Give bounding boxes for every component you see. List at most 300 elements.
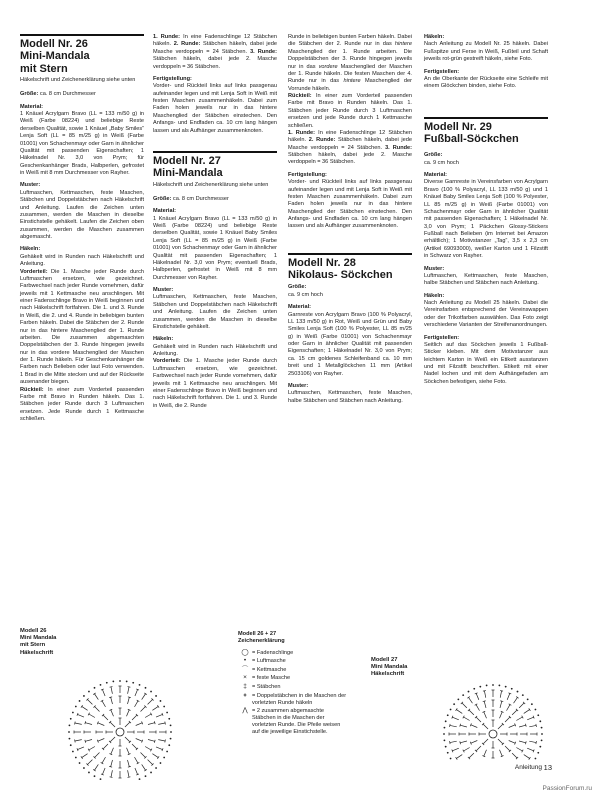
chart-stitch-mark: [145, 747, 151, 751]
chart-chain-dot: [445, 720, 447, 722]
chart-chain-dot: [468, 691, 470, 693]
chart-stitch-mark: [109, 697, 112, 698]
chart-stitch-mark: [111, 760, 113, 767]
chart-stitch-mark: [98, 723, 104, 726]
chart-chain-dot: [444, 727, 446, 729]
chart-stitch-mark: [529, 741, 536, 742]
chart-stitch-mark: [75, 723, 82, 724]
legend-text: = Fadenschlinge: [252, 649, 294, 656]
chart-stitch-mark: [519, 725, 526, 727]
chart-chain-dot: [160, 762, 162, 764]
chart-stitch-mark: [85, 723, 92, 725]
model-27-title: Modell Nr. 27 Mini-Mandala: [153, 154, 223, 180]
m29-haekeln-label: Häkeln:: [424, 292, 445, 299]
chart-chain-dot: [170, 731, 172, 733]
legend-subtitle: Zeichenerklärung: [238, 638, 285, 645]
column-1: [20, 34, 144, 423]
chart-chain-dot: [541, 733, 543, 735]
m29-groesse: Größe: ca. 9 cm hoch: [424, 152, 459, 166]
legend-item: [238, 693, 348, 707]
chart-chain-dot: [155, 695, 157, 697]
chart-stitch-mark: [95, 753, 100, 758]
chart-stitch-mark: [142, 694, 146, 700]
chart-stitch-mark: [509, 741, 515, 744]
m26-muster-label: Muster:: [20, 182, 41, 189]
chart-chain-dot: [150, 691, 152, 693]
m29-muster-label: Muster:: [424, 265, 445, 272]
chart-stitch-mark: [158, 723, 165, 724]
chart-stitch-mark: [128, 687, 131, 688]
chart-stitch-mark: [460, 741, 467, 743]
chart-stitch-mark: [102, 757, 106, 763]
m26-material-text: 1 Knäuel Acrylgarn Bravo (LL = 133 m/50 g) in Weiß (Farbe 08224) und beliebige Reste derselben Qualität, sowie 1 Knäuel „Baby Smiles“ Lenja Soft (LL = 85 m/25 g) in Weiß (Farbe 01001) von Schachenmayr oder Garn in ähnlicher Qualität mit passenden Eigenschaften; 1 Häkelnadel Nr. 3,0 von Prym; für Geschenkanhänger Brads, Halbperlen, gefrostet in Weiß mit 8 mm Durchmesser von Rayher.: [20, 111, 144, 177]
chart-chain-dot: [132, 682, 134, 684]
chart-stitch-mark: [102, 768, 105, 774]
m29-fert-label: Fertigstellen:: [424, 334, 460, 341]
chart-stitch-mark: [519, 741, 526, 743]
chart-stitch-mark: [505, 746, 510, 751]
chart-stitch-mark: [464, 748, 470, 752]
chart-chain-dot: [79, 700, 81, 702]
chart-stitch-mark: [536, 741, 537, 744]
legend-symbol-icon: ⋀: [242, 707, 248, 715]
legend-item: [238, 708, 348, 736]
legend-item: [238, 667, 348, 674]
chart-stitch-mark: [135, 690, 138, 696]
chart-chain-dot: [170, 738, 172, 740]
chart-stitch-mark: [469, 710, 474, 715]
chart-chain-dot: [511, 688, 513, 690]
chart-stitch-mark: [94, 694, 98, 700]
chart-stitch-mark: [460, 725, 467, 727]
chart-stitch-mark: [87, 699, 92, 704]
chart-stitch-mark: [519, 703, 524, 708]
chart-chain-dot: [163, 757, 165, 759]
chart-stitch-mark: [148, 760, 153, 765]
legend-text: = Stäbchen: [252, 684, 281, 691]
chart-stitch-mark: [500, 712, 503, 718]
model-26-header: [20, 34, 144, 84]
chart-stitch-mark: [500, 750, 503, 756]
chart-stitch-mark: [452, 717, 458, 720]
chart-legend: [238, 631, 348, 738]
m27-muster-label: Muster:: [153, 287, 174, 293]
chart-chain-dot: [527, 698, 529, 700]
chart-chain-dot: [119, 680, 121, 682]
chart-stitch-mark: [78, 714, 84, 717]
chart-stitch-mark: [136, 723, 142, 726]
chart-stitch-mark: [452, 748, 458, 751]
chart-stitch-mark: [484, 750, 487, 756]
chart-chain-dot: [100, 778, 102, 780]
m26-rueckteil: Rückteil: In einer zum Vorderteil passenden Farbe mit Bravo in Runden häkeln. Das 1. Stäbchen jeder Runde durch 3 Luftmaschen ersetzen. Jede Runde durch 1 Kettmasche schließen.: [20, 386, 144, 423]
chart-stitch-mark: [476, 705, 480, 711]
legend-symbol-icon: ⧧: [243, 691, 247, 699]
model-27-header: [153, 151, 277, 189]
chart-chain-dot: [539, 720, 541, 722]
legend-symbol-icon: ‡: [243, 683, 247, 691]
m28-haekeln-label: Häkeln:: [424, 34, 445, 40]
chart-stitch-mark: [500, 701, 503, 702]
chart-stitch-mark: [498, 724, 503, 729]
chart-chain-dot: [88, 691, 90, 693]
column-2: [153, 34, 277, 410]
model-29-header: [424, 117, 548, 146]
chart-stitch-mark: [128, 697, 131, 698]
chart-chain-dot: [145, 775, 147, 777]
chart-chain-dot: [163, 706, 165, 708]
chart-stitch-mark: [148, 740, 155, 742]
chart-chain-dot: [166, 751, 168, 753]
m27-vorderteil-cont: Runde in beliebigen bunten Farben häkeln. Dabei die Stäbchen der 2. Runde nur in das hintere Maschenglied der 1. Runde arbeiten. Die Doppelstäbchen der 3. Runde hingegen jeweils nur in das vordere Maschenglied der Maschen der 1. Runde häkeln. Die festen Maschen der 4. Runde nur in das hintere Maschenglied der Vorrunde häkeln.: [288, 34, 412, 92]
chart-stitch-mark: [135, 757, 139, 763]
chart-stitch-mark: [476, 746, 481, 751]
chart-chain-dot: [486, 685, 488, 687]
chart-stitch-mark: [509, 725, 515, 728]
chart-stitch-mark: [132, 715, 137, 720]
model-28-header: [288, 253, 412, 282]
chart-chain-dot: [168, 718, 170, 720]
chart-stitch-mark: [75, 722, 76, 725]
chart-stitch-mark: [128, 777, 131, 778]
chart-stitch-mark: [135, 768, 138, 774]
chart-stitch-mark: [110, 737, 115, 742]
m28-fert-text: An die Oberkante der Rückseite eine Schleife mit einem Glöckchen binden, siehe Foto.: [424, 75, 548, 90]
column-3: [288, 34, 412, 405]
chart-stitch-mark: [145, 714, 151, 718]
chart-chain-dot: [537, 714, 539, 716]
m29-muster-text: Luftmaschen, Kettmaschen, feste Maschen, halbe Stäbchen und Stäbchen nach Anleitung.: [424, 272, 548, 287]
chart-stitch-mark: [127, 710, 130, 716]
m26-vorderteil: Vorderteil: Die 1. Masche jeder Runde durch Luftmaschen ersetzen, wie gezeichnet. Farbwechsel nach jeder Runde vornehmen, dafür jeweils mit 1 Kettmasche neu anschlingen. Mit einer Fadenschlinge Bravo in Weiß beginnen und nach Häkelschrift fortfahren. Die 1. und 3. Runde in Weiß, die 2. und 4. Runde in beliebigen bunten Farben häkeln. Dabei die Stäbchen der 2. Runde nur in das hintere Maschenglied der 1. Runde arbeiten. Die zusammen abgemaschten Doppelstäbchen der 3. Runde hingegen jeweils nur in das vordere Maschenglied der Maschen der 1. Runde häkeln. Für Geschenkanhänger die Farben nach Belieben oder laut Foto verwenden. 1 Brad in die Mitte stecken und auf der Rückseite ausenander biegen.: [20, 268, 144, 386]
chart-stitch-mark: [98, 739, 104, 742]
chart-stitch-mark: [85, 721, 86, 724]
chart-chain-dot: [126, 681, 128, 683]
chart-stitch-mark: [469, 753, 474, 758]
m27-muster-text: Luftmaschen, Kettmaschen, feste Maschen, Stäbchen und Doppelstäbchen nach Häkelschrift und Anleitung. Laufen die Zeichen unten zusammen, werden die Maschen in dieselbe Einstichstelle gehäkelt.: [153, 294, 277, 330]
chart-stitch-mark: [85, 740, 92, 742]
chart-stitch-mark: [462, 703, 467, 708]
chart-stitch-mark: [514, 697, 518, 703]
chart-stitch-mark: [450, 741, 457, 742]
chart-chain-dot: [450, 758, 452, 760]
chart-stitch-mark: [450, 724, 451, 727]
m27-material-label: Material:: [153, 208, 177, 215]
chart-stitch-mark: [483, 724, 488, 729]
chart-chain-dot: [155, 767, 157, 769]
chart-stitch-mark: [125, 722, 130, 727]
chart-chain-dot: [168, 744, 170, 746]
chart-stitch-mark: [110, 687, 113, 688]
chart-stitch-mark: [471, 741, 477, 744]
chart-chain-dot: [94, 775, 96, 777]
chart-chain-dot: [69, 738, 71, 740]
chart-chain-dot: [145, 687, 147, 689]
chart-chain-dot: [112, 681, 114, 683]
chart-stitch-mark: [128, 697, 130, 704]
chart-stitch-mark: [484, 701, 486, 708]
chart-stitch-mark: [89, 747, 95, 751]
chart-chain-dot: [539, 746, 541, 748]
chart-stitch-mark: [507, 705, 511, 711]
chart-stitch-mark: [87, 760, 92, 765]
chart-stitch-mark: [527, 748, 533, 751]
legend-text: = Luftmasche: [252, 658, 286, 665]
page-number: 13: [543, 763, 552, 772]
chart-stitch-mark: [524, 710, 530, 714]
chart-chain-dot: [492, 684, 494, 686]
legend-text: = Kettmasche: [252, 666, 287, 673]
chart-chain-dot: [68, 731, 70, 733]
chart-stitch-mark: [516, 748, 522, 752]
chart-chain-dot: [531, 703, 533, 705]
chart-stitch-mark: [483, 691, 486, 692]
chart-stitch-mark: [525, 724, 526, 727]
m27-rounds: 1. Runde: In eine Fadenschlinge 12 Stäbchen häkeln. 2. Runde: Stäbchen häkeln, dabei jede Masche verdoppeln = 24 Stäbchen. 3. Runde: Stäbchen häkeln, dabei jede 2. Masche verdoppeln = 36 Stäbchen.: [288, 129, 413, 166]
chart-center-ring: [116, 728, 124, 736]
chart-stitch-mark: [136, 739, 142, 742]
m29-material-label: Material:: [424, 172, 448, 178]
chart-stitch-mark: [460, 741, 461, 744]
chart-27-label: Modell 27 Mini Mandala Häkelschrift: [371, 657, 408, 678]
legend-item: [238, 684, 348, 691]
chart-stitch-mark: [103, 715, 108, 720]
m29-material-text: Diverse Garnreste in Vereinsfarben von Acrylgarn Bravo (100 % Polyacryl, LL 133 m/50 g) und 1 Knäuel Baby Smiles Lenja Soft (100 % Polyester, LL 85 m/25 g) in Weiß (Farbe 01001) von Schachenmayr oder Garn in ähnlicher Qualität mit passenden Eigenschaften; 1 Häkelnadel Nr. 3,0 von Prym; 1 Päckchen Glossy-Stickers Fußball nach Belieben (im Internet bei Amazon erhältlich); 1 Motivstanzer „Tag“, 3,5 x 2,3 cm (Artikel 69093000), weißer Karton und 1 Filzstift in Schwarz von Rayher.: [424, 179, 548, 260]
footer-section: Anleitung: [514, 764, 542, 771]
model-28-title: Modell Nr. 28 Nikolaus- Söckchen: [288, 256, 393, 282]
legend-symbol-icon: ×: [243, 674, 247, 682]
m27-material-text: 1 Knäuel Acrylgarn Bravo (LL = 133 m/50 g) in Weiß (Farbe 08224) und beliebige Reste derselben Qualität, sowie 1 Knäuel Baby Smiles Lenja Soft (LL = 85 m/25 g) in Weiß (Farbe 01001) von Schachenmayr oder Garn in ähnlicher Qualität mit passenden Eigenschaften; 1 Häkelnadel Nr. 3,0 von Prym; eventuell Brads, Halbperlen, gefrostet in Weiß mit 8 mm Durchmesser von Rayher.: [153, 215, 277, 281]
chart-stitch-mark: [500, 691, 503, 692]
chart-stitch-mark: [505, 717, 510, 722]
chart-chain-dot: [160, 700, 162, 702]
m26-groesse: Größe: ca. 8 cm Durchmesser: [20, 91, 96, 98]
model-29-title: Modell Nr. 29 Fußball-Söckchen: [424, 120, 519, 145]
chart-stitch-mark: [128, 770, 129, 777]
chart-center-ring: [489, 730, 497, 738]
chart-stitch-mark: [109, 766, 112, 767]
chart-stitch-mark: [512, 710, 517, 715]
m28-groesse: Größe: ca. 9 cm hoch: [288, 284, 323, 298]
m26-fert-label: Fertigstellung:: [153, 75, 192, 82]
chart-chain-dot: [75, 706, 77, 708]
chart-chain-dot: [535, 709, 537, 711]
chart-stitch-mark: [142, 764, 146, 770]
chart-stitch-mark: [111, 748, 114, 754]
chart-stitch-mark: [456, 755, 462, 759]
chart-stitch-mark: [110, 777, 113, 778]
legend-item: [238, 658, 348, 665]
chart-stitch-mark: [128, 687, 129, 694]
chart-chain-dot: [106, 682, 108, 684]
chart-stitch-mark: [450, 725, 457, 726]
chart-chain-dot: [100, 684, 102, 686]
chart-chain-dot: [498, 685, 500, 687]
chart-stitch-mark: [476, 717, 481, 722]
chart-chain-dot: [83, 767, 85, 769]
m26-fert-text: Vorder- und Rückteil links auf links passgenau aufeinander legen und mit Lenja Soft in Weiß mit festen Maschen zusammenhäkeln. Dabei zum Faden holen jeweils nur in das hintere Maschenglied der Stäbchen einstechen. Den Anfangs- und Endfaden ca. 10 cm lang hängen lassen und als Aufhänger zusammenknoten.: [153, 83, 277, 134]
column-4: [424, 34, 548, 386]
chart-chain-dot: [83, 695, 85, 697]
m27-fert-label: Fertigstellung:: [288, 171, 327, 178]
m28-material-text: Garnreste von Acrylgarn Bravo (100 % Polyacryl, LL 133 m/50 g) in Rot, Weiß und Grün und Baby Smiles Lenja Soft (100 % Polyester, LL 85 m/25 g) in Weiß (Farbe 01001) von Schachenmayr oder Garn in ähnlicher Qualität mit passenden Eigenschaften; 1 Häkelnadel Nr. 3,0 von Prym; ca. 15 cm goldenes Schleifenband ca. 10 mm breit und 1 Metallglöckchen 11 mm (Artikel 2503106) von Rayher.: [288, 311, 412, 377]
chart-chain-dot: [170, 724, 172, 726]
chart-stitch-mark: [152, 754, 158, 758]
chart-stitch-mark: [524, 755, 530, 759]
chart-stitch-mark: [128, 766, 131, 767]
chart-stitch-mark: [484, 691, 485, 698]
crochet-chart-27: [418, 674, 568, 764]
chart-chain-dot: [88, 772, 90, 774]
m26-material-label: Material:: [20, 103, 44, 110]
legend-symbol-icon: ⌒: [241, 665, 249, 673]
chart-chain-dot: [535, 758, 537, 760]
chart-stitch-mark: [128, 760, 130, 767]
chart-stitch-mark: [156, 714, 162, 717]
m28-muster-text: Luftmaschen, Kettmaschen, feste Maschen, halbe Stäbchen und Stäbchen nach Anleitung.: [288, 390, 412, 404]
chart-stitch-mark: [165, 722, 166, 725]
chart-stitch-mark: [483, 701, 486, 702]
chart-chain-dot: [444, 739, 446, 741]
chart-chain-dot: [70, 718, 72, 720]
m27-vorderteil: Vorderteil: Die 1. Masche jeder Runde durch Luftmaschen ersetzen, wie gezeichnet. Farbwechsel nach jeder Runde vornehmen, dafür jeweils mit 1 Kettmasche neu anschlingen. Mit einer Fadenschlinge Bravo in Weiß beginnen und nach Häkelschrift fortfahren. Die 1. und 3. Runde in Weiß, die 2. Runde: [153, 358, 277, 409]
chart-stitch-mark: [111, 710, 114, 716]
chart-stitch-mark: [95, 707, 100, 712]
chart-chain-dot: [450, 709, 452, 711]
chart-stitch-mark: [456, 710, 462, 714]
chart-chain-dot: [72, 712, 74, 714]
m28-muster-label: Muster:: [288, 382, 309, 389]
m27-haekeln-text: Gehäkelt wird in Runden nach Häkelschrift und Anleitung.: [153, 343, 277, 357]
chart-stitch-mark: [460, 724, 461, 727]
chart-chain-dot: [166, 712, 168, 714]
chart-chain-dot: [517, 691, 519, 693]
m26-haekeln-text: Gehäkelt wird in Runden nach Häkelschrift und Anleitung.: [20, 253, 144, 268]
model-26-subtitle: Häkelschrift und Zeichenerklärung siehe unten: [20, 76, 136, 83]
chart-stitch-mark: [85, 740, 86, 743]
chart-stitch-mark: [471, 725, 477, 728]
chart-chain-dot: [72, 751, 74, 753]
m29-fert-text: Seitlich auf das Söckchen jeweils 1 Fußball-Sticker kleben. Mit dem Motivstanzer aus leichtem Karton in Weiß ein Etikett ausstanzen und mit Filzstift beschriften. Etikett mit einer Nadel lochen und mit dem Aufhängefaden am Söckchen befestigen, siehe Foto.: [424, 341, 548, 385]
chart-stitch-mark: [450, 741, 451, 744]
chart-stitch-mark: [89, 714, 95, 718]
chart-chain-dot: [462, 694, 464, 696]
chart-stitch-mark: [469, 697, 473, 703]
chart-stitch-mark: [525, 741, 526, 744]
chart-chain-dot: [75, 757, 77, 759]
chart-stitch-mark: [132, 744, 137, 749]
chart-stitch-mark: [75, 740, 76, 743]
chart-chain-dot: [445, 746, 447, 748]
legend-item: [238, 675, 348, 682]
chart-chain-dot: [447, 714, 449, 716]
chart-chain-dot: [473, 688, 475, 690]
chart-stitch-mark: [75, 740, 82, 741]
chart-26-label: Modell 26 Mini Mandala mit Stern Häkelschrift: [20, 628, 57, 656]
chart-chain-dot: [139, 684, 141, 686]
chart-stitch-mark: [158, 740, 165, 741]
chart-stitch-mark: [102, 690, 105, 696]
m29-haekeln-text: Nach Anleitung zu Modell 25 häkeln. Dabei die Vereinsfarben entsprechend der Vereinswappen oder der Trikotfarben auswählen. Das Foto zeigt verschiedene Varianten der Streifenanordnungen.: [424, 300, 548, 329]
chart-stitch-mark: [94, 764, 98, 770]
chart-stitch-mark: [102, 701, 106, 707]
chart-chain-dot: [457, 698, 459, 700]
m27-groesse: Größe: ca. 8 cm Durchmesser: [153, 195, 229, 202]
chart-chain-dot: [79, 762, 81, 764]
chart-chain-dot: [139, 778, 141, 780]
legend-item: [238, 650, 348, 657]
chart-stitch-mark: [476, 693, 479, 699]
chart-stitch-mark: [154, 721, 155, 724]
model-26-title: Modell Nr. 26 Mini-Mandala mit Stern: [20, 38, 90, 75]
m28-fert-label: Fertigstellen:: [424, 68, 460, 75]
chart-stitch-mark: [125, 737, 130, 742]
chart-stitch-mark: [127, 748, 130, 754]
chart-chain-dot: [447, 752, 449, 754]
legend-text: = Doppelstäbchen in die Maschen der vorletzten Runde häkeln: [252, 692, 347, 706]
chart-chain-dot: [541, 739, 543, 741]
chart-stitch-mark: [141, 753, 146, 758]
chart-stitch-mark: [135, 701, 139, 707]
chart-stitch-mark: [82, 706, 88, 710]
chart-chain-dot: [541, 727, 543, 729]
chart-stitch-mark: [154, 740, 155, 743]
m26-muster-text: Luftmaschen, Kettmaschen, feste Maschen, Stäbchen und Doppelstäbchen nach Häkelschrift und Anleitung. Laufen die Zeichen unten zusammen, werden die Maschen in dieselbe Einstichstelle gehäkelt. Laufen die Zeichen oben zusammen, werden die Maschen zusammen abgemascht.: [20, 189, 144, 241]
chart-stitch-mark: [111, 687, 112, 694]
chart-stitch-mark: [111, 770, 112, 777]
m28-material-label: Material:: [288, 304, 312, 311]
chart-stitch-mark: [498, 739, 503, 744]
chart-chain-dot: [537, 752, 539, 754]
model-27-subtitle: Häkelschrift und Zeichenerklärung siehe unten: [153, 181, 269, 188]
chart-chain-dot: [70, 744, 72, 746]
chart-stitch-mark: [529, 725, 536, 726]
legend-symbol-icon: •: [243, 657, 247, 665]
chart-chain-dot: [522, 694, 524, 696]
chart-stitch-mark: [536, 724, 537, 727]
crochet-chart-26: [30, 660, 210, 782]
chart-stitch-mark: [110, 722, 115, 727]
chart-stitch-mark: [500, 691, 501, 698]
chart-stitch-mark: [148, 723, 155, 725]
m26-haekeln-label: Häkeln:: [20, 246, 41, 253]
m27-rueckteil: Rückteil: In einer zum Vorderteil passenden Farbe mit Bravo in Runden häkeln. Das 1. Stäbchen jeder Runde durch 3 Luftmaschen ersetzen und jede Runde durch 1 Kettmasche schließen.: [288, 93, 412, 129]
chart-stitch-mark: [141, 707, 146, 712]
m27-fert-text: Vorder- und Rückteil links auf links passgenau aufeinander legen und mit Lenja Soft in Weiß mit festen Maschen zusammenhäkeln. Dabei zum Faden holen jeweils nur in das hintere Maschenglied der Stäbchen einstechen. Den Anfangs- und Endfaden ca. 10 cm lang hängen lassen und als Aufhänger zusammenknoten.: [288, 179, 412, 230]
chart-chain-dot: [150, 772, 152, 774]
chart-stitch-mark: [464, 717, 470, 721]
chart-chain-dot: [505, 686, 507, 688]
chart-chain-dot: [94, 687, 96, 689]
chart-stitch-mark: [527, 717, 533, 720]
chart-stitch-mark: [78, 747, 84, 750]
legend-title: Modell 26 + 27: [238, 631, 277, 637]
chart-chain-dot: [453, 703, 455, 705]
chart-stitch-mark: [82, 754, 88, 758]
chart-stitch-mark: [484, 712, 487, 718]
legend-text: = 2 zusammen abgemaschte Stäbchen in die Maschen der vorletzten Runde. Die Pfeile weisen auf die jeweilige Einstichstelle.: [252, 708, 341, 736]
m28-haekeln-text: Nach Anleitung zu Modell Nr. 25 häkeln. Dabei Fußspitze und Ferse in Weiß, Fußteil und Schaft jeweils rot-grün gestreift häkeln, siehe Foto.: [424, 41, 548, 63]
chart-stitch-mark: [152, 706, 158, 710]
chart-stitch-mark: [516, 717, 522, 721]
watermark: PassionForum.ru: [542, 785, 592, 792]
m26-round-1: 1. Runde: In eine Fadenschlinge 12 Stäbchen häkeln. 2. Runde: Stäbchen häkeln, dabei jede Masche verdoppeln = 24 Stäbchen. 3. Runde: Stäbchen häkeln, dabei jede 2. Masche verdoppeln = 36 Stäbchen.: [153, 34, 278, 70]
chart-stitch-mark: [111, 697, 113, 704]
chart-stitch-mark: [156, 747, 162, 750]
chart-stitch-mark: [507, 693, 510, 699]
chart-chain-dot: [69, 724, 71, 726]
chart-stitch-mark: [483, 739, 488, 744]
